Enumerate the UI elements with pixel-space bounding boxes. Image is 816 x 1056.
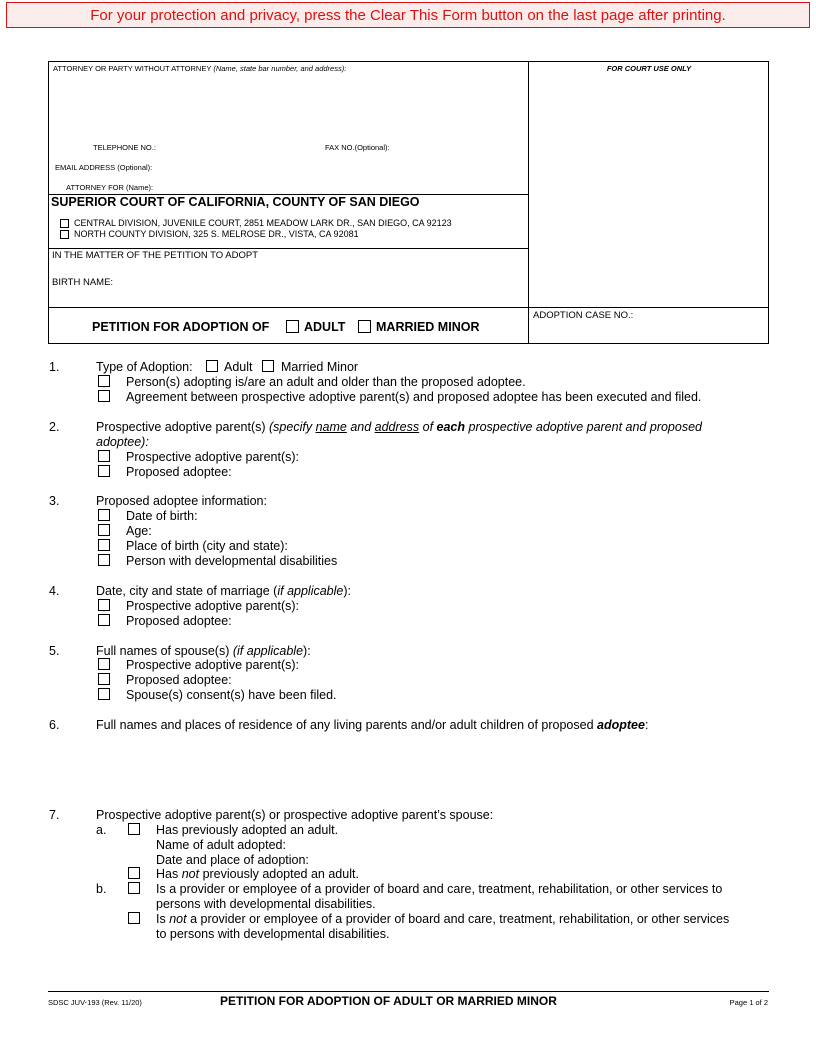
item-5b-text: Proposed adoptee: — [126, 673, 232, 687]
item-6-label: Full names and places of residence of any living parents and/or adult children of proposed adoptee: — [96, 718, 649, 732]
item-5c-text: Spouse(s) consent(s) have been filed. — [126, 688, 337, 702]
item-1b-text: Agreement between prospective adoptive parent(s) and proposed adoptee has been executed and filed. — [126, 390, 702, 404]
email-label: EMAIL ADDRESS (Optional): — [55, 163, 153, 172]
item-4b-text: Proposed adoptee: — [126, 614, 232, 628]
header-divider-matter — [48, 248, 529, 249]
item-1-married-label: Married Minor — [281, 360, 359, 374]
item-1-adult-checkbox[interactable] — [206, 360, 218, 372]
item-1-married-checkbox[interactable] — [262, 360, 274, 372]
item-4-number: 4. — [49, 584, 60, 598]
item-7b2-text: Is not a provider or employee of a provider of board and care, treatment, rehabilitation, or other services — [156, 912, 730, 926]
item-2a-checkbox[interactable] — [98, 450, 110, 462]
item-3c-text: Place of birth (city and state): — [126, 539, 288, 553]
court-name: SUPERIOR COURT OF CALIFORNIA, COUNTY OF SAN DIEGO — [51, 195, 420, 209]
item-2b-text: Proposed adoptee: — [126, 465, 232, 479]
item-7b1-text-line2: persons with developmental disabilities. — [156, 897, 376, 911]
item-3b-checkbox[interactable] — [98, 524, 110, 536]
item-5-label: Full names of spouse(s) (if applicable): — [96, 644, 311, 658]
central-division-checkbox[interactable] — [60, 219, 69, 228]
item-3d-text: Person with developmental disabilities — [126, 554, 338, 568]
item-1b-checkbox[interactable] — [98, 390, 110, 402]
matter-label: IN THE MATTER OF THE PETITION TO ADOPT — [52, 250, 259, 261]
petition-title-prefix: PETITION FOR ADOPTION OF — [92, 320, 270, 334]
item-7b2-checkbox[interactable] — [128, 912, 140, 924]
item-5-number: 5. — [49, 644, 60, 658]
petition-adult-label: ADULT — [304, 320, 346, 334]
item-3b-text: Age: — [126, 524, 152, 538]
item-3c-checkbox[interactable] — [98, 539, 110, 551]
north-division-checkbox[interactable] — [60, 230, 69, 239]
item-1-adult-label: Adult — [224, 360, 253, 374]
header-divider-vertical — [528, 61, 529, 344]
telephone-label: TELEPHONE NO.: — [93, 143, 156, 152]
item-5a-text: Prospective adoptive parent(s): — [126, 658, 300, 672]
attorney-for-label: ATTORNEY FOR (Name): — [66, 183, 154, 192]
item-3d-checkbox[interactable] — [98, 554, 110, 566]
header-border-right — [768, 61, 769, 344]
item-7-label: Prospective adoptive parent(s) or prospective adoptive parent’s spouse: — [96, 808, 494, 822]
item-3a-text: Date of birth: — [126, 509, 198, 523]
item-2-number: 2. — [49, 420, 60, 434]
item-3a-checkbox[interactable] — [98, 509, 110, 521]
header-border-bottom — [48, 343, 769, 344]
item-7a1-text: Has previously adopted an adult. — [156, 823, 339, 837]
item-5b-checkbox[interactable] — [98, 673, 110, 685]
item-7a-letter: a. — [96, 823, 107, 837]
item-5c-checkbox[interactable] — [98, 688, 110, 700]
petition-married-label: MARRIED MINOR — [376, 320, 480, 334]
item-1a-text: Person(s) adopting is/are an adult and older than the proposed adoptee. — [126, 375, 526, 389]
header-border-top — [48, 61, 769, 62]
item-7b-letter: b. — [96, 882, 107, 896]
birth-name-label: BIRTH NAME: — [52, 277, 114, 288]
footer-page: Page 1 of 2 — [729, 998, 768, 1007]
court-use-label: FOR COURT USE ONLY — [606, 64, 692, 73]
privacy-banner: For your protection and privacy, press the Clear This Form button on the last page after printing. — [6, 2, 810, 28]
header-border-left — [48, 61, 49, 344]
item-7a2-text: Has not previously adopted an adult. — [156, 867, 359, 881]
item-3-label: Proposed adoptee information: — [96, 494, 267, 508]
item-7-number: 7. — [49, 808, 60, 822]
fax-label: FAX NO.(Optional): — [325, 143, 390, 152]
item-4b-checkbox[interactable] — [98, 614, 110, 626]
item-7a2-checkbox[interactable] — [128, 867, 140, 879]
item-3-number: 3. — [49, 494, 60, 508]
item-1-number: 1. — [49, 360, 60, 374]
item-7b2-text-line2: to persons with developmental disabilities. — [156, 927, 390, 941]
north-division-label: NORTH COUNTY DIVISION, 325 S. MELROSE DR., VISTA, CA 92081 — [74, 229, 359, 239]
attorney-label: ATTORNEY OR PARTY WITHOUT ATTORNEY (Name, state bar number, and address): — [53, 64, 347, 73]
item-6-number: 6. — [49, 718, 60, 732]
item-2-label: Prospective adoptive parent(s) (specify name and address of each prospective adoptive parent and proposed — [96, 420, 702, 434]
item-4a-text: Prospective adoptive parent(s): — [126, 599, 300, 613]
case-no-label: ADOPTION CASE NO.: — [533, 310, 634, 321]
item-2-label-line2: adoptee): — [96, 435, 149, 449]
item-1a-checkbox[interactable] — [98, 375, 110, 387]
item-7a1-name-label: Name of adult adopted: — [156, 838, 286, 852]
item-7a1-checkbox[interactable] — [128, 823, 140, 835]
central-division-label: CENTRAL DIVISION, JUVENILE COURT, 2851 MEADOW LARK DR., SAN DIEGO, CA 92123 — [74, 218, 452, 228]
header-divider-title — [48, 307, 769, 308]
item-7b1-checkbox[interactable] — [128, 882, 140, 894]
item-4a-checkbox[interactable] — [98, 599, 110, 611]
footer-title: PETITION FOR ADOPTION OF ADULT OR MARRIED MINOR — [220, 994, 557, 1008]
footer-rule — [48, 991, 769, 992]
item-7a1-date-label: Date and place of adoption: — [156, 853, 309, 867]
item-4-label: Date, city and state of marriage (if applicable): — [96, 584, 351, 598]
petition-married-checkbox[interactable] — [358, 320, 371, 333]
item-5a-checkbox[interactable] — [98, 658, 110, 670]
item-1-label: Type of Adoption: — [96, 360, 193, 374]
item-7b1-text: Is a provider or employee of a provider of board and care, treatment, rehabilitation, or other services to — [156, 882, 723, 896]
item-2b-checkbox[interactable] — [98, 465, 110, 477]
item-2a-text: Prospective adoptive parent(s): — [126, 450, 300, 464]
footer-form-id: SDSC JUV-193 (Rev. 11/20) — [48, 998, 142, 1007]
petition-adult-checkbox[interactable] — [286, 320, 299, 333]
